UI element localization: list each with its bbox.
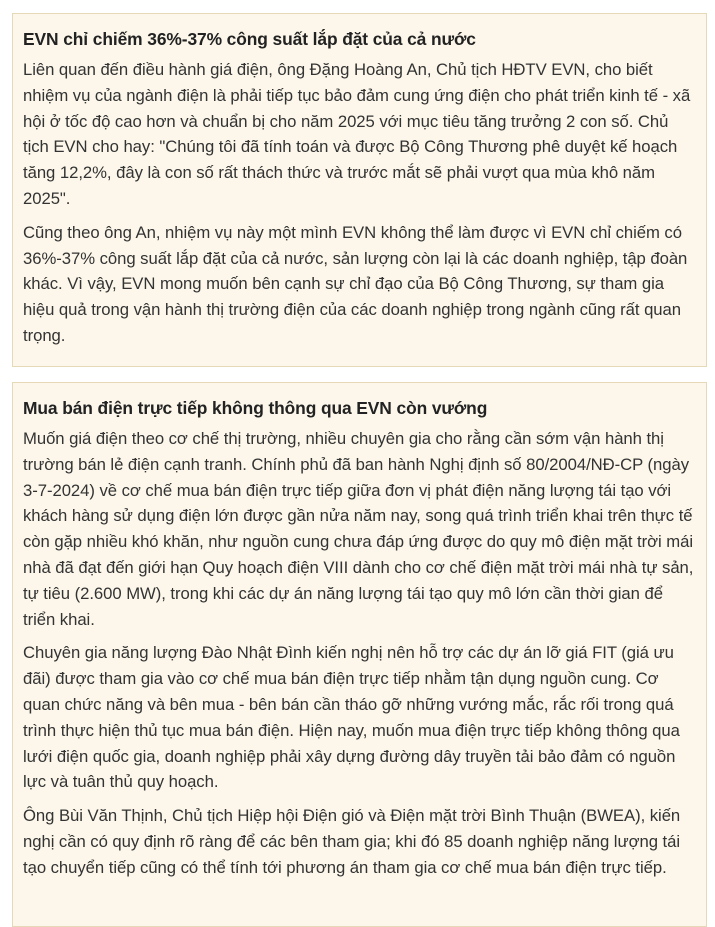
paragraph: Cũng theo ông An, nhiệm vụ này một mình EVN không thể làm được vì EVN chỉ chiếm có 36%-37% công suất lắp đặt của cả nước, sản lượng còn lại là các doanh nghiệp, tập đoàn khác. Vì vậy, EVN mong muốn bên cạnh sự chỉ đạo của Bộ Công Thương, sự tham gia hiệu quả trong vận hành thị trường điện của các doanh nghiệp trong ngành cũng rất quan trọng.	[23, 222, 688, 345]
section-title: Mua bán điện trực tiếp không thông qua EVN còn vướng	[23, 398, 488, 418]
paragraph: Liên quan đến điều hành giá điện, ông Đặng Hoàng An, Chủ tịch HĐTV EVN, cho biết nhiệm vụ của ngành điện là phải tiếp tục bảo đảm cung ứng điện cho phát triển kinh tế - xã hội ở tốc độ cao hơn và chuẩn bị cho năm 2025 với mục tiêu tăng trưởng 2 con số. Chủ tịch EVN cho hay: "Chúng tôi đã tính toán và được Bộ Công Thương phê duyệt kế hoạch tăng 12,2%, đây là con số rất thách thức và trước mắt sẽ phải vượt qua mùa khô năm 2025".	[23, 60, 691, 208]
info-box-evn-capacity	[12, 13, 707, 367]
paragraph: Ông Bùi Văn Thịnh, Chủ tịch Hiệp hội Điện gió và Điện mặt trời Bình Thuận (BWEA), kiến nghị cần có quy định rõ ràng để các bên tham gia; khi đó 85 doanh nghiệp năng lượng tái tạo chuyển tiếp cũng có thể tính tới phương án tham gia cơ chế mua bán điện trực tiếp.	[23, 806, 681, 877]
info-box-direct-power-trading	[12, 382, 707, 927]
paragraph: Chuyên gia năng lượng Đào Nhật Đình kiến nghị nên hỗ trợ các dự án lỡ giá FIT (giá ưu đãi) được tham gia vào cơ chế mua bán điện trực tiếp nhằm tận dụng nguồn cung. Cơ quan chức năng và bên mua - bên bán cần tháo gỡ những vướng mắc, rắc rối trong quá trình thực hiện thủ tục mua bán điện. Hiện nay, muốn mua điện trực tiếp không thông qua lưới điện quốc gia, doanh nghiệp phải xây dựng đường dây truyền tải bảo đảm có nguồn lực và tuân thủ quy hoạch.	[23, 643, 680, 792]
paragraph: Muốn giá điện theo cơ chế thị trường, nhiều chuyên gia cho rằng cần sớm vận hành thị trường bán lẻ điện cạnh tranh. Chính phủ đã ban hành Nghị định số 80/2004/NĐ-CP (ngày 3-7-2024) về cơ chế mua bán điện trực tiếp giữa đơn vị phát điện năng lượng tái tạo với khách hàng sử dụng điện lớn được gần nửa năm nay, song quá trình triển khai trên thực tế còn gặp nhiều khó khăn, như nguồn cung chưa đáp ứng được do quy mô điện mặt trời mái nhà đã đạt đến giới hạn Quy hoạch điện VIII dành cho cơ chế điện mặt trời mái nhà tự sản, tự tiêu (2.600 MW), trong khi các dự án năng lượng tái tạo quy mô lớn cần thời gian để triển khai.	[23, 429, 694, 629]
section-title: EVN chỉ chiếm 36%-37% công suất lắp đặt của cả nước	[23, 29, 476, 49]
